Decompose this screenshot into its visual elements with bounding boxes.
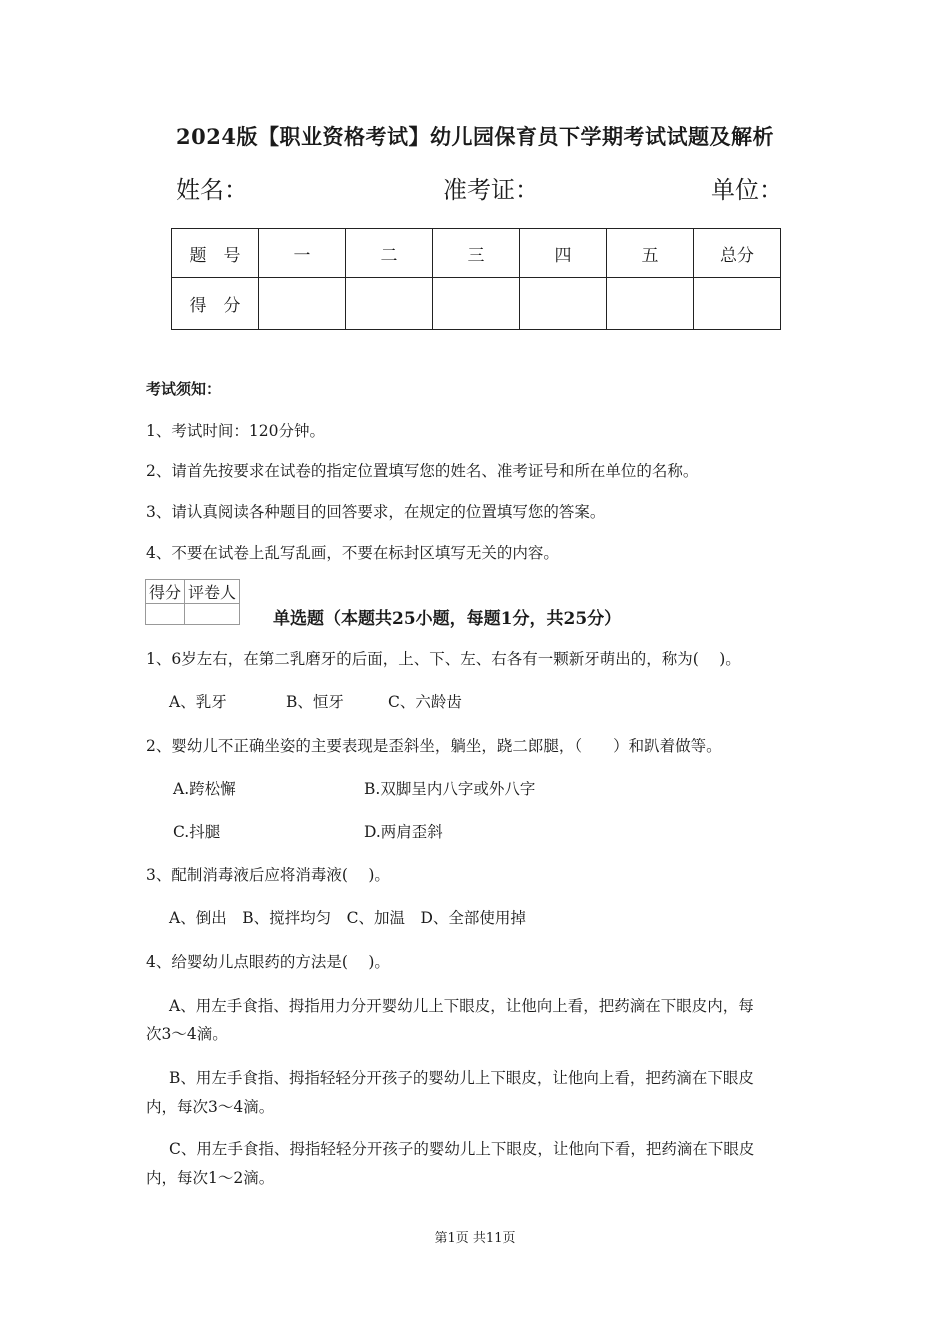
question-2-stem: 2、婴幼儿不正确坐姿的主要表现是歪斜坐，躺坐，跷二郎腿，（ ）和趴着做等。: [146, 737, 722, 755]
score-entry-cell: [694, 278, 781, 330]
question-4-option-c: C、用左手食指、拇指轻轻分开孩子的婴幼儿上下眼皮，让他向下看，把药滴在下眼皮: [169, 1140, 755, 1158]
score-entry-cell: [607, 278, 694, 330]
score-table-score-row: [172, 278, 781, 330]
question-4-option-b-cont: 内，每次3～4滴。: [146, 1098, 275, 1116]
score-entry-cell: [346, 278, 433, 330]
page-title: 2024版【职业资格考试】幼儿园保育员下学期考试试题及解析: [176, 124, 774, 149]
grader-score-label: 得分: [146, 580, 185, 604]
score-table-cell: 五: [607, 229, 694, 278]
name-label: 姓名：: [176, 176, 248, 204]
score-table-cell: 总分: [694, 229, 781, 278]
note-item: 4、不要在试卷上乱写乱画，不要在标封区填写无关的内容。: [146, 544, 559, 562]
score-table-cell: 题 号: [172, 229, 259, 278]
score-table-cell: 二: [346, 229, 433, 278]
unit-label: 单位：: [711, 176, 783, 204]
question-4-option-a-cont: 次3～4滴。: [146, 1025, 228, 1043]
question-1-option-a: A、乳牙: [169, 693, 227, 711]
score-table: [171, 228, 781, 330]
question-2-option-d: D.两肩歪斜: [364, 823, 443, 841]
question-1-option-b: B、恒牙: [286, 693, 344, 711]
note-item: 1、考试时间：120分钟。: [146, 422, 325, 440]
question-2-option-b: B.双脚呈内八字或外八字: [364, 780, 536, 798]
score-entry-cell: [433, 278, 520, 330]
score-entry-cell: [520, 278, 607, 330]
question-1-option-c: C、六龄齿: [388, 693, 462, 711]
note-item: 2、请首先按要求在试卷的指定位置填写您的姓名、准考证号和所在单位的名称。: [146, 462, 699, 480]
question-1-stem: 1、6岁左右，在第二乳磨牙的后面，上、下、左、右各有一颗新牙萌出的，称为( )。: [146, 650, 741, 668]
score-table-cell: 四: [520, 229, 607, 278]
score-entry-cell: [259, 278, 346, 330]
grader-score-cell: [146, 604, 185, 625]
score-table-cell: 三: [433, 229, 520, 278]
grader-name-label: 评卷人: [185, 580, 240, 604]
question-3-stem: 3、配制消毒液后应将消毒液( )。: [146, 866, 390, 884]
exam-id-label: 准考证：: [443, 176, 539, 204]
score-table-cell: 一: [259, 229, 346, 278]
question-4-option-b: B、用左手食指、拇指轻轻分开孩子的婴幼儿上下眼皮，让他向上看，把药滴在下眼皮: [169, 1069, 754, 1087]
question-4-stem: 4、给婴幼儿点眼药的方法是( )。: [146, 953, 390, 971]
score-table-header-row: [172, 229, 781, 278]
question-4-option-a: A、用左手食指、拇指用力分开婴幼儿上下眼皮，让他向上看，把药滴在下眼皮内，每: [169, 997, 754, 1015]
score-table-cell: 得 分: [172, 278, 259, 330]
grader-box: [145, 579, 240, 625]
question-4-option-c-cont: 内，每次1～2滴。: [146, 1169, 275, 1187]
section-title: 单选题（本题共25小题，每题1分，共25分）: [273, 609, 622, 629]
note-item: 3、请认真阅读各种题目的回答要求，在规定的位置填写您的答案。: [146, 503, 606, 521]
question-2-option-a: A.跨松懈: [173, 780, 236, 798]
question-2-option-c: C.抖腿: [173, 823, 221, 841]
notes-title: 考试须知：: [146, 380, 222, 398]
page-footer: 第1页 共11页: [434, 1231, 516, 1246]
question-3-options: A、倒出 B、搅拌均匀 C、加温 D、全部使用掉: [169, 909, 526, 927]
grader-name-cell: [185, 604, 240, 625]
